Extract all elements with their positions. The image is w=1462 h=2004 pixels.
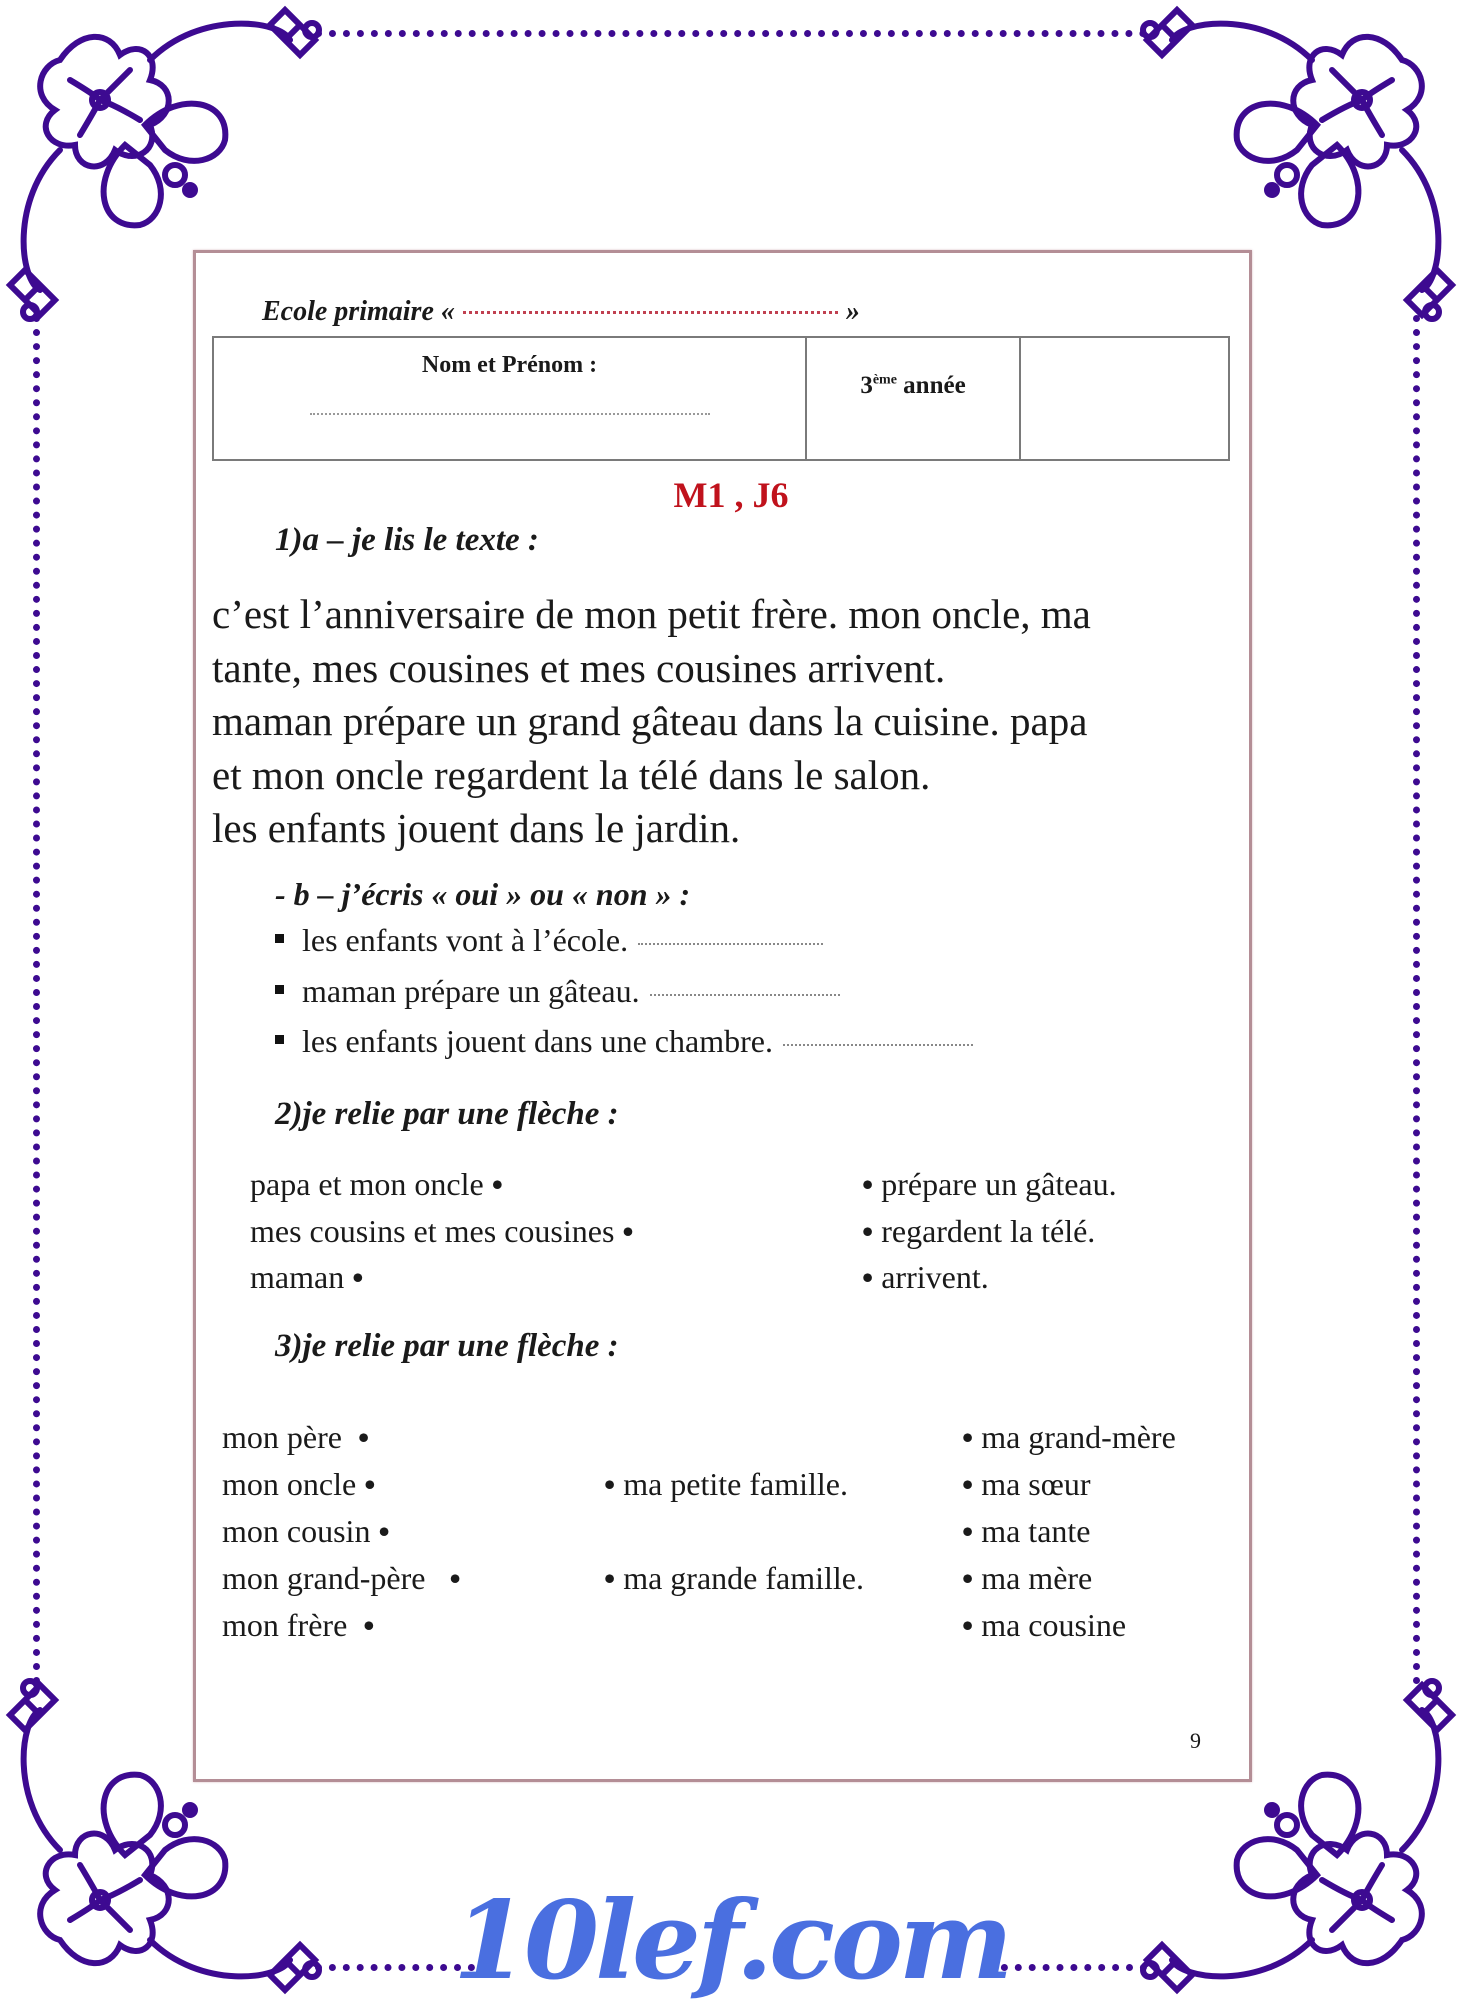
- match-dot[interactable]: •: [604, 1560, 616, 1596]
- match-text: ma mère: [981, 1560, 1093, 1596]
- name-cell: [213, 337, 806, 460]
- match-dot[interactable]: •: [357, 1419, 370, 1455]
- match-text: ma grand-mère: [981, 1419, 1176, 1455]
- match-right-item: [862, 1213, 1095, 1250]
- question-item: [275, 922, 823, 959]
- bullet-square-icon: [275, 1035, 284, 1044]
- frame-left-dots: [33, 315, 40, 1685]
- match-dot[interactable]: •: [378, 1513, 390, 1549]
- match-dot[interactable]: •: [862, 1166, 874, 1202]
- grade-cell[interactable]: [1020, 337, 1229, 460]
- match-text: maman: [250, 1259, 345, 1295]
- answer-field[interactable]: [650, 994, 840, 996]
- match-text: mes cousins et mes cousines: [250, 1213, 615, 1249]
- match-dot[interactable]: •: [364, 1466, 376, 1502]
- family-left-item: [222, 1607, 374, 1644]
- match-text: mon oncle: [222, 1466, 357, 1502]
- question-text: les enfants vont à l’école.: [302, 922, 629, 958]
- question-item: [275, 973, 840, 1010]
- match-dot[interactable]: •: [962, 1560, 974, 1596]
- match-text: prépare un gâteau.: [881, 1166, 1117, 1202]
- answer-field[interactable]: [638, 943, 823, 945]
- reading-text: [212, 588, 1242, 856]
- family-right-item: [962, 1466, 1091, 1503]
- page-title: M1 , J6: [673, 475, 789, 515]
- match-dot[interactable]: •: [862, 1259, 874, 1295]
- section3-heading: 3)je relie par une flèche :: [275, 1328, 619, 1364]
- bullet-square-icon: [275, 934, 284, 943]
- text-line: maman prépare un grand gâteau dans la cuisine. papa: [212, 698, 1088, 744]
- section1b-heading: - b – j’écris « oui » ou « non » :: [275, 876, 691, 912]
- match-left-item: [250, 1166, 503, 1203]
- match-dot[interactable]: •: [962, 1419, 974, 1455]
- open-quote: «: [440, 296, 455, 327]
- match-right-item: [862, 1166, 1117, 1203]
- match-dot[interactable]: •: [449, 1560, 461, 1596]
- match-dot[interactable]: •: [352, 1259, 364, 1295]
- match-text: ma grande famille.: [623, 1560, 864, 1596]
- family-right-item: [962, 1419, 1176, 1456]
- match-text: regardent la télé.: [881, 1213, 1096, 1249]
- section2-heading: 2)je relie par une flèche :: [275, 1096, 619, 1132]
- match-text: mon père: [222, 1419, 342, 1455]
- school-label: Ecole primaire: [262, 296, 434, 327]
- match-text: papa et mon oncle: [250, 1166, 484, 1202]
- school-name-field[interactable]: [463, 311, 838, 314]
- family-left-item: [222, 1560, 461, 1597]
- match-text: mon cousin: [222, 1513, 371, 1549]
- family-left-item: [222, 1419, 369, 1456]
- family-middle-item: [604, 1560, 864, 1597]
- text-line: tante, mes cousines et mes cousines arrivent.: [212, 644, 946, 691]
- answer-field[interactable]: [783, 1044, 973, 1046]
- year-suffix: ème: [872, 372, 897, 388]
- match-text: ma petite famille.: [623, 1466, 848, 1502]
- family-left-item: [222, 1513, 390, 1550]
- frame-right-dots: [1413, 315, 1420, 1685]
- bullet-square-icon: [275, 985, 284, 994]
- year-cell: [806, 337, 1020, 460]
- match-text: mon frère: [222, 1607, 348, 1643]
- family-right-item: [962, 1607, 1126, 1644]
- year-label: [807, 372, 1019, 400]
- year-word: année: [903, 372, 966, 399]
- page-number: 9: [1190, 1728, 1201, 1753]
- match-left-item: [250, 1213, 634, 1250]
- match-dot[interactable]: •: [363, 1607, 375, 1643]
- match-text: ma sœur: [981, 1466, 1091, 1502]
- family-right-item: [962, 1560, 1092, 1597]
- name-label: Nom et Prénom :: [421, 352, 598, 378]
- match-left-item: [250, 1259, 363, 1296]
- match-dot[interactable]: •: [604, 1466, 616, 1502]
- name-field[interactable]: [310, 413, 710, 415]
- match-text: arrivent.: [881, 1259, 989, 1295]
- year-number: 3: [860, 372, 873, 399]
- match-dot[interactable]: •: [862, 1213, 874, 1249]
- match-text: mon grand-père: [222, 1560, 426, 1596]
- match-dot[interactable]: •: [491, 1166, 503, 1202]
- family-middle-item: [604, 1466, 848, 1503]
- text-line: c’est l’anniversaire de mon petit frère. mon oncle, ma: [212, 591, 1091, 637]
- family-left-item: [222, 1466, 375, 1503]
- close-quote: »: [845, 296, 860, 327]
- match-dot[interactable]: •: [622, 1213, 634, 1249]
- section1-heading: 1)a – je lis le texte :: [275, 522, 539, 558]
- question-item: [275, 1023, 973, 1060]
- school-line: [262, 296, 860, 328]
- frame-top-dots: [315, 30, 1147, 37]
- match-dot[interactable]: •: [962, 1513, 974, 1549]
- match-right-item: [862, 1259, 989, 1296]
- match-dot[interactable]: •: [962, 1466, 974, 1502]
- text-line: les enfants jouent dans le jardin.: [212, 805, 741, 851]
- text-line: et mon oncle regardent la télé dans le salon.: [212, 751, 931, 798]
- question-text: maman prépare un gâteau.: [302, 973, 640, 1009]
- site-logo: 10lef.com: [452, 1878, 1010, 2004]
- match-text: ma cousine: [981, 1607, 1127, 1643]
- match-dot[interactable]: •: [962, 1607, 974, 1643]
- student-info-table: [212, 336, 1230, 461]
- match-text: ma tante: [981, 1513, 1091, 1549]
- question-text: les enfants jouent dans une chambre.: [302, 1023, 773, 1059]
- family-right-item: [962, 1513, 1090, 1550]
